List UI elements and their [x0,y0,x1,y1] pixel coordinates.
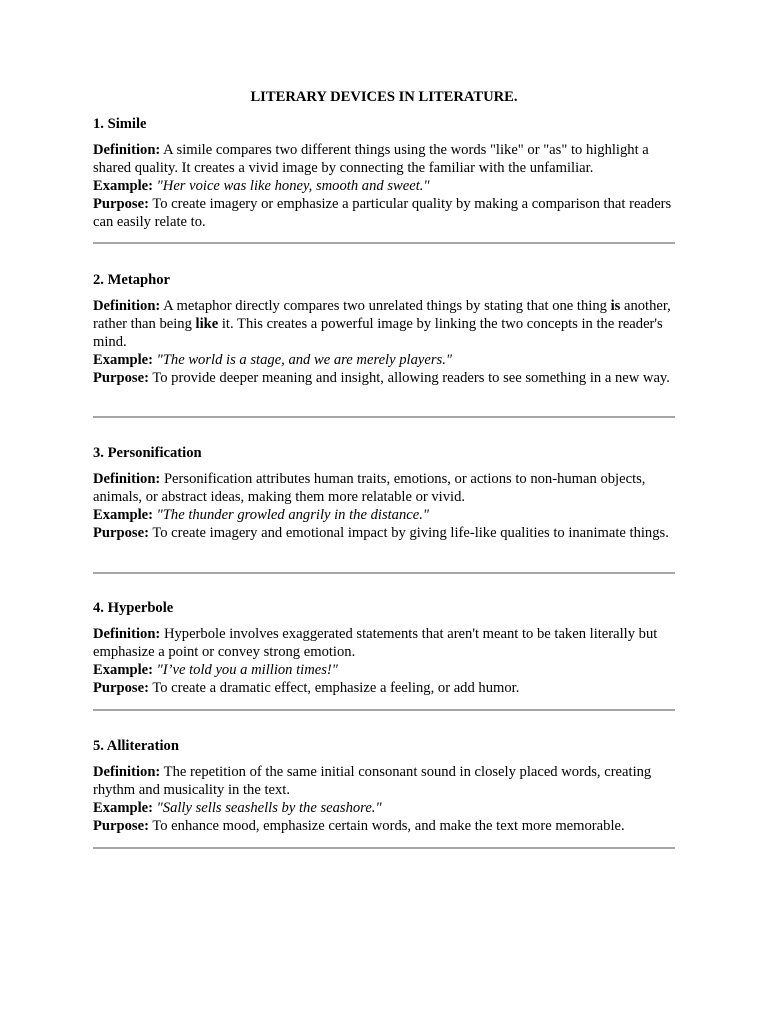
definition-text: Personification attributes human traits, emotions, or actions to non-human objects, animals, or abstract ideas, making them more relatable or vivid. [93,471,646,505]
section-body [93,470,678,542]
definition-emphasis: like [195,316,219,332]
example-label: Example: [93,352,153,368]
example-label: Example: [93,507,153,523]
section-simile [93,115,678,231]
purpose-text: To create imagery or emphasize a particular quality by making a comparison that readers can easily relate to. [93,196,672,230]
definition-label: Definition: [93,142,161,158]
definition-label: Definition: [93,626,161,642]
purpose-text: To create imagery and emotional impact by giving life-like qualities to inanimate things. [148,525,669,541]
example-text: "The thunder growled angrily in the distance." [156,507,430,523]
purpose-label: Purpose: [93,818,149,834]
example-text: "Her voice was like honey, smooth and sweet." [156,178,430,194]
definition-label: Definition: [93,298,161,314]
definition-text: Hyperbole involves exaggerated statements that aren't meant to be taken literally but emphasize a point or convey strong emotion. [93,626,658,660]
section-personification [93,444,678,542]
example-text: "I’ve told you a million times!" [156,662,338,678]
section-heading: 3. Personification [93,445,202,461]
section-heading: 1. Simile [93,116,147,132]
section-divider [93,416,675,418]
example-label: Example: [93,178,153,194]
section-body [93,763,678,835]
section-body [93,297,678,387]
example-text: "The world is a stage, and we are merely players." [156,352,452,368]
section-divider [93,572,675,574]
section-divider [93,847,675,849]
example-text: "Sally sells seashells by the seashore." [156,800,382,816]
section-metaphor [93,271,678,387]
purpose-text: To create a dramatic effect, emphasize a feeling, or add humor. [148,680,520,696]
definition-label: Definition: [93,764,161,780]
purpose-text: To enhance mood, emphasize certain words, and make the text more memorable. [148,818,625,834]
purpose-label: Purpose: [93,680,149,696]
definition-text-part: it. This creates a powerful image by linking the two concepts in the reader's mind. [93,316,663,350]
purpose-label: Purpose: [93,370,149,386]
section-divider [93,709,675,711]
definition-label: Definition: [93,471,161,487]
purpose-text: To provide deeper meaning and insight, allowing readers to see something in a new way. [148,370,670,386]
document-title: LITERARY DEVICES IN LITERATURE. [250,89,518,105]
purpose-label: Purpose: [93,196,149,212]
definition-text: A simile compares two different things using the words "like" or "as" to highlight a shared quality. It creates a vivid image by connecting the familiar with the unfamiliar. [93,142,649,176]
section-body [93,625,678,697]
section-heading: 5. Alliteration [93,738,179,754]
section-heading: 2. Metaphor [93,272,171,288]
example-label: Example: [93,662,153,678]
section-divider [93,242,675,244]
definition-emphasis: is [610,298,621,314]
section-alliteration [93,737,678,835]
purpose-label: Purpose: [93,525,149,541]
definition-text-part: A metaphor directly compares two unrelated things by stating that one thing [160,298,611,314]
definition-text-part: another, rather than being [93,298,671,332]
section-body [93,141,678,231]
definition-text: The repetition of the same initial consonant sound in closely placed words, creating rhythm and musicality in the text. [93,764,652,798]
example-label: Example: [93,800,153,816]
section-heading: 4. Hyperbole [93,600,174,616]
section-hyperbole [93,599,678,697]
